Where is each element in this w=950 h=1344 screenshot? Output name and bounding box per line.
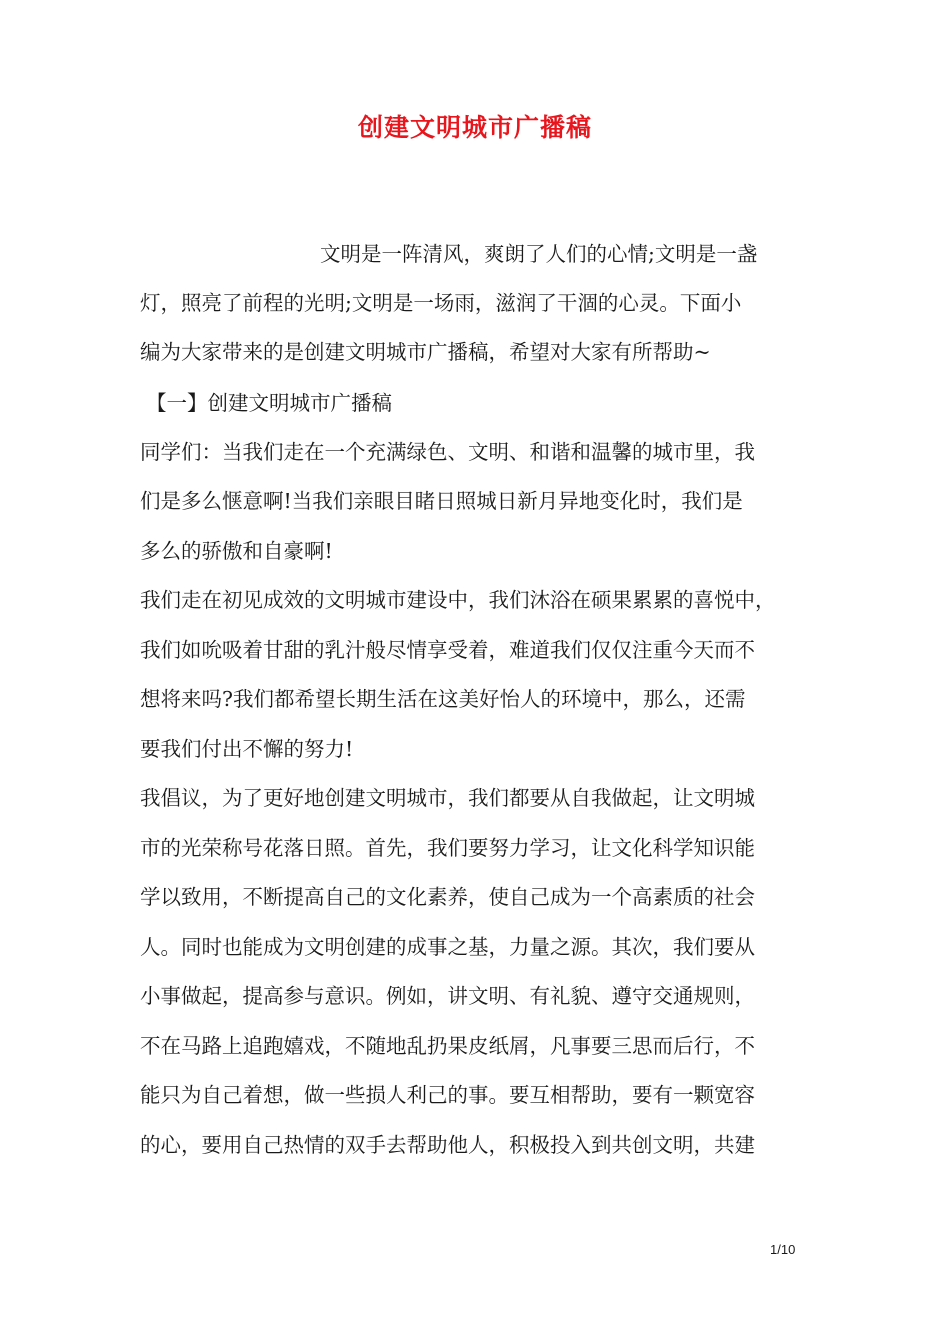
body-line: 人。同时也能成为文明创建的成事之基，力量之源。其次，我们要从 — [140, 935, 755, 959]
document-title: 创建文明城市广播稿 — [357, 113, 592, 142]
body-line: 我们如吮吸着甘甜的乳汁般尽情享受着，难道我们仅仅注重今天而不 — [140, 638, 755, 662]
section-heading: 【一】创建文明城市广播稿 — [146, 391, 392, 415]
body-line: 我倡议，为了更好地创建文明城市，我们都要从自我做起，让文明城 — [140, 786, 755, 810]
body-line: 学以致用，不断提高自己的文化素养，使自己成为一个高素质的社会 — [140, 885, 755, 909]
body-line: 我们走在初见成效的文明城市建设中，我们沐浴在硕果累累的喜悦中， — [140, 588, 776, 612]
body-line: 多么的骄傲和自豪啊! — [140, 539, 333, 563]
body-line: 要我们付出不懈的努力! — [140, 737, 354, 761]
body-line: 不在马路上追跑嬉戏，不随地乱扔果皮纸屑，凡事要三思而后行，不 — [140, 1034, 755, 1058]
body-line: 小事做起，提高参与意识。例如，讲文明、有礼貌、遵守交通规则， — [140, 984, 755, 1008]
body-line: 想将来吗?我们都希望长期生活在这美好怡人的环境中，那么，还需 — [140, 687, 746, 711]
body-line: 的心，要用自己热情的双手去帮助他人，积极投入到共创文明，共建 — [140, 1133, 755, 1157]
body-line: 们是多么惬意啊!当我们亲眼目睹日照城日新月异地变化时，我们是 — [140, 489, 743, 513]
intro-line: 编为大家带来的是创建文明城市广播稿，希望对大家有所帮助~ — [140, 340, 711, 364]
body-line: 市的光荣称号花落日照。首先，我们要努力学习，让文化科学知识能 — [140, 836, 755, 860]
page-number: 1/10 — [770, 1242, 796, 1257]
body-line: 能只为自己着想，做一些损人利己的事。要互相帮助，要有一颗宽容 — [140, 1083, 755, 1107]
intro-line: 文明是一阵清风，爽朗了人们的心情;文明是一盏 — [320, 242, 758, 266]
intro-line: 灯，照亮了前程的光明;文明是一场雨，滋润了干涸的心灵。下面小 — [140, 291, 742, 315]
body-line: 同学们：当我们走在一个充满绿色、文明、和谐和温馨的城市里，我 — [140, 440, 755, 464]
